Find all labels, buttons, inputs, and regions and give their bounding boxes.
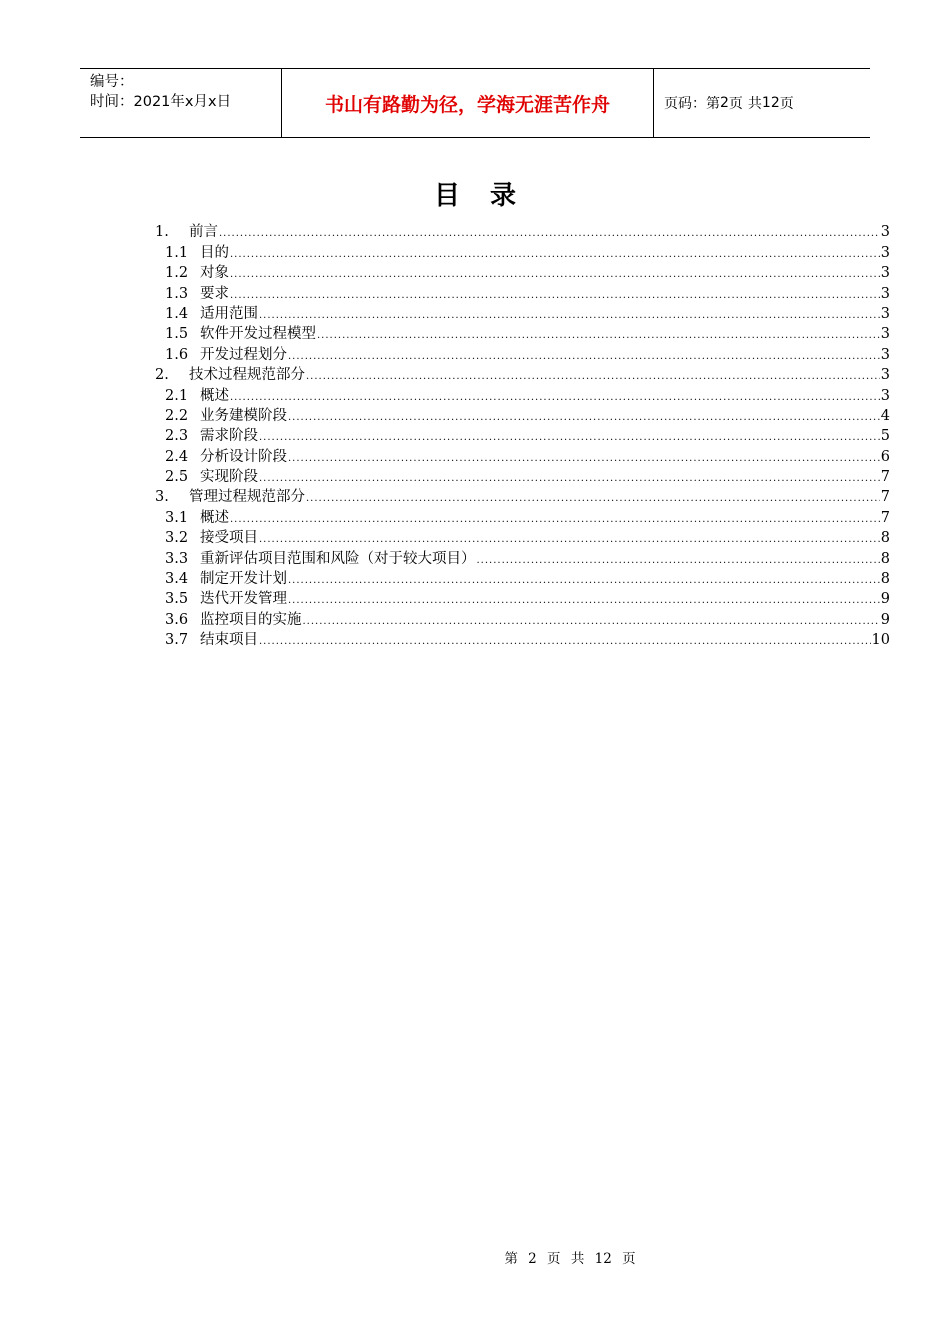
toc-entry[interactable]: [150, 221, 890, 241]
toc-entry-label: 概述: [200, 509, 229, 526]
toc-entry-page: 10: [871, 632, 890, 649]
toc-dot-leader: [288, 574, 880, 588]
toc-entry-page: 3: [880, 305, 890, 322]
header-page-total-prefix: 共: [747, 96, 762, 112]
toc-entry-number: 1.3: [165, 285, 189, 302]
toc-entry-label: 开发过程划分: [200, 346, 287, 363]
toc-entry-page: 3: [880, 326, 890, 343]
toc-entry-page: 8: [880, 550, 890, 567]
toc-dot-leader: [230, 391, 880, 405]
header-motto: 书山有路勤为径，学海无涯苦作舟: [282, 69, 654, 137]
toc-entry-number: 2.4: [165, 448, 189, 465]
toc-dot-leader: [259, 533, 880, 547]
toc-entry[interactable]: [150, 547, 890, 567]
toc-entry-label: 概述: [200, 387, 229, 404]
toc-entry-number: 3.: [155, 489, 169, 506]
toc-entry-label: 管理过程规范部分: [189, 489, 305, 506]
toc-entry[interactable]: [150, 466, 890, 486]
footer-mid: 页: [547, 1251, 561, 1267]
toc-dot-leader: [288, 350, 880, 364]
page-header: [80, 68, 870, 138]
toc-entry-label: 业务建模阶段: [200, 407, 287, 424]
toc-entry-number: 3.1: [165, 509, 189, 526]
toc-entry[interactable]: [150, 262, 890, 282]
toc-entry-label: 技术过程规范部分: [189, 367, 305, 384]
toc-entry[interactable]: [150, 405, 890, 425]
toc-dot-leader: [259, 635, 871, 649]
toc-dot-leader: [259, 431, 880, 445]
toc-entry[interactable]: [150, 608, 890, 628]
toc-entry[interactable]: [150, 303, 890, 323]
toc-entry-number: 2.5: [165, 469, 189, 486]
header-page-prefix: 页码：第: [664, 96, 720, 112]
table-of-contents: [150, 221, 890, 649]
toc-entry[interactable]: [150, 241, 890, 261]
toc-entry-label: 要求: [200, 285, 229, 302]
toc-entry[interactable]: [150, 384, 890, 404]
toc-entry-number: 1.6: [165, 346, 189, 363]
toc-entry-page: 8: [880, 530, 890, 547]
toc-entry-number: 1.4: [165, 305, 189, 322]
toc-dot-leader: [306, 492, 880, 506]
toc-entry[interactable]: [150, 323, 890, 343]
toc-dot-leader: [230, 248, 880, 262]
toc-entry[interactable]: [150, 425, 890, 445]
toc-dot-leader: [288, 411, 880, 425]
toc-entry-label: 重新评估项目范围和风险（对于较大项目）: [200, 550, 476, 567]
toc-dot-leader: [303, 615, 880, 629]
toc-entry-page: 9: [880, 611, 890, 628]
toc-entry-page: 7: [880, 509, 890, 526]
header-page-suffix: 页: [779, 96, 794, 112]
toc-entry-label: 前言: [189, 224, 218, 241]
toc-entry-label: 制定开发计划: [200, 571, 287, 588]
toc-entry-number: 2.: [155, 367, 169, 384]
toc-entry-page: 8: [880, 571, 890, 588]
toc-dot-leader: [317, 329, 880, 343]
toc-dot-leader: [477, 554, 880, 568]
toc-entry[interactable]: [150, 282, 890, 302]
toc-entry-number: 3.4: [165, 571, 189, 588]
toc-entry-page: 7: [880, 469, 890, 486]
toc-entry-number: 1.: [155, 224, 169, 241]
toc-entry[interactable]: [150, 568, 890, 588]
toc-entry[interactable]: [150, 588, 890, 608]
footer-prefix: 第: [504, 1251, 518, 1267]
toc-dot-leader: [230, 513, 880, 527]
footer-current: 2: [528, 1251, 537, 1267]
toc-dot-leader: [230, 268, 880, 282]
toc-dot-leader: [230, 289, 880, 303]
toc-entry-page: 3: [880, 285, 890, 302]
toc-entry-label: 结束项目: [200, 632, 258, 649]
page-footer: [0, 1247, 950, 1267]
toc-dot-leader: [288, 594, 880, 608]
toc-entry-label: 适用范围: [200, 305, 258, 322]
toc-entry-page: 6: [880, 448, 890, 465]
toc-entry[interactable]: [150, 343, 890, 363]
toc-entry-label: 监控项目的实施: [200, 611, 302, 628]
toc-entry-number: 3.3: [165, 550, 189, 567]
toc-entry-label: 目的: [200, 244, 229, 261]
toc-entry[interactable]: [150, 527, 890, 547]
toc-entry-number: 2.3: [165, 428, 189, 445]
toc-entry-number: 3.6: [165, 611, 189, 628]
header-meta: [80, 69, 282, 137]
toc-entry-label: 实现阶段: [200, 469, 258, 486]
toc-entry-label: 软件开发过程模型: [200, 326, 316, 343]
toc-dot-leader: [288, 452, 880, 466]
toc-title: 目录: [433, 181, 546, 211]
toc-entry-label: 分析设计阶段: [200, 448, 287, 465]
toc-entry-number: 3.2: [165, 530, 189, 547]
footer-total: 12: [594, 1251, 612, 1267]
toc-entry[interactable]: [150, 629, 890, 649]
toc-entry[interactable]: [150, 506, 890, 526]
toc-entry-page: 4: [880, 407, 890, 424]
toc-entry-number: 3.7: [165, 632, 189, 649]
toc-entry-page: 3: [880, 244, 890, 261]
toc-entry[interactable]: [150, 486, 890, 506]
toc-entry-page: 3: [880, 367, 890, 384]
toc-entry-page: 3: [880, 346, 890, 363]
toc-entry-label: 对象: [200, 265, 229, 282]
toc-dot-leader: [219, 227, 880, 241]
footer-suffix: 页: [622, 1251, 636, 1267]
toc-entry-page: 3: [880, 265, 890, 282]
footer-total-prefix: 共: [570, 1251, 585, 1267]
header-page-info: [654, 69, 870, 137]
header-code: 编号：: [90, 74, 134, 90]
header-page-total: 12: [761, 95, 780, 111]
toc-entry-page: 5: [880, 428, 890, 445]
toc-entry-page: 3: [880, 387, 890, 404]
header-page-mid: 页: [728, 96, 743, 112]
toc-dot-leader: [259, 309, 880, 323]
toc-entry[interactable]: [150, 364, 890, 384]
toc-entry[interactable]: [150, 445, 890, 465]
toc-entry-number: 2.2: [165, 407, 189, 424]
toc-entry-label: 需求阶段: [200, 428, 258, 445]
toc-entry-page: 7: [880, 489, 890, 506]
toc-entry-page: 9: [880, 591, 890, 608]
toc-dot-leader: [306, 370, 880, 384]
toc-entry-number: 1.2: [165, 265, 189, 282]
toc-entry-label: 迭代开发管理: [200, 591, 287, 608]
toc-entry-number: 3.5: [165, 591, 189, 608]
toc-entry-page: 3: [880, 224, 890, 241]
toc-entry-number: 1.5: [165, 326, 189, 343]
toc-entry-number: 2.1: [165, 387, 189, 404]
header-page-current: 2: [720, 95, 729, 111]
toc-dot-leader: [259, 472, 880, 486]
header-time: 时间：2021年x月x日: [90, 94, 232, 110]
toc-entry-label: 接受项目: [200, 530, 258, 547]
toc-entry-number: 1.1: [165, 244, 189, 261]
